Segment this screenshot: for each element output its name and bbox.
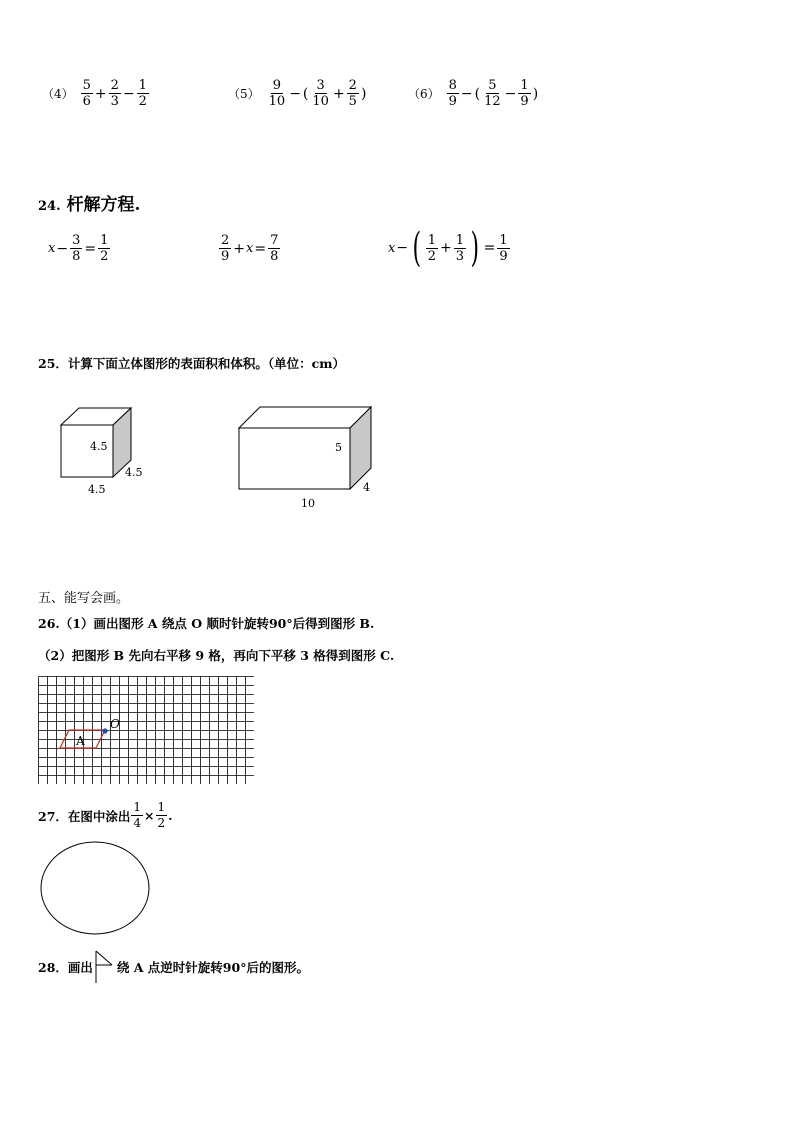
equation-3 (388, 225, 511, 271)
fraction (70, 233, 82, 264)
numerator: 1 (133, 800, 142, 814)
question-number: 24. (38, 199, 61, 214)
cube-side-label: 4.5 (125, 466, 143, 479)
numerator: 7 (270, 233, 279, 248)
box-top-face (239, 407, 371, 428)
fraction (482, 78, 503, 109)
operator: − (460, 85, 473, 102)
right-paren: ) (470, 225, 480, 271)
section-5-heading: 五、能写会画。 (38, 591, 130, 606)
denominator: 2 (157, 816, 166, 830)
problem-label: （4） (42, 87, 74, 101)
numerator: 3 (72, 233, 81, 248)
denominator: 10 (268, 94, 286, 109)
left-paren: ( (412, 225, 422, 271)
numerator: 9 (272, 78, 282, 93)
numerator: 1 (499, 232, 508, 248)
equals-sign: = (483, 240, 496, 256)
shape-a-label: A (76, 734, 85, 748)
fraction (98, 233, 110, 264)
problem-label: （6） (408, 87, 440, 101)
question-27 (38, 800, 173, 831)
operator: − (289, 85, 301, 102)
numerator: 5 (488, 78, 497, 93)
triangle-figure-icon (94, 950, 116, 984)
fraction (219, 233, 231, 264)
box-figure (230, 400, 390, 515)
box-front-face (239, 428, 350, 489)
problem-6 (408, 78, 539, 109)
denominator: 5 (348, 94, 357, 109)
question-title: 杆解方程. (66, 195, 141, 215)
problem-4 (42, 78, 150, 109)
denominator: 3 (455, 248, 464, 264)
equation-1 (48, 233, 111, 264)
grid-figure (38, 676, 254, 784)
left-paren: ( (302, 85, 309, 102)
fraction (310, 78, 331, 109)
denominator: 2 (427, 248, 436, 264)
numerator: 1 (455, 232, 464, 248)
question-25-text: 25．计算下面立体图形的表面积和体积。（单位：cm） (38, 356, 345, 371)
box-depth-label: 4 (363, 481, 370, 494)
fraction (268, 233, 280, 264)
fraction (497, 233, 509, 264)
equals-sign: = (84, 240, 97, 257)
denominator: 2 (100, 249, 109, 264)
denominator: 8 (270, 249, 279, 264)
fraction (347, 78, 359, 109)
numerator: 1 (157, 800, 166, 814)
variable-x: x (48, 241, 56, 256)
cube-bottom-label: 4.5 (88, 483, 106, 496)
cube-front-label: 4.5 (90, 440, 108, 453)
right-paren: ) (360, 85, 367, 102)
denominator: 8 (72, 249, 81, 264)
cube-figure (50, 400, 150, 500)
variable-x: x (246, 241, 254, 256)
fraction (131, 800, 143, 831)
operator: − (122, 85, 135, 102)
point-o-marker (102, 728, 107, 733)
question-28-suffix: 绕 A 点逆时针旋转90°后的图形。 (116, 960, 309, 975)
fraction (426, 233, 438, 264)
numerator: 8 (448, 78, 457, 93)
fraction (518, 78, 530, 109)
fraction (137, 78, 149, 109)
denominator: 2 (138, 94, 147, 109)
right-paren: ) (532, 85, 539, 102)
equation-2 (218, 233, 281, 264)
fraction (156, 800, 168, 831)
question-26-line-2: （2）把图形 B 先向右平移 9 格，再向下平移 3 格得到图形 C. (38, 648, 395, 663)
denominator: 9 (221, 249, 230, 264)
times-sign: × (144, 808, 155, 823)
denominator: 4 (133, 816, 142, 830)
denominator: 9 (448, 94, 457, 109)
point-o-label: O (110, 717, 120, 731)
box-length-label: 10 (301, 497, 315, 510)
denominator: 9 (520, 94, 529, 109)
operator: + (332, 85, 345, 102)
numerator: 2 (110, 78, 119, 93)
operator: + (233, 240, 246, 257)
numerator: 2 (221, 233, 230, 248)
problem-label: （5） (228, 87, 260, 101)
numerator: 3 (316, 78, 325, 93)
operator: − (504, 85, 517, 102)
numerator: 5 (82, 78, 91, 93)
numerator: 1 (427, 232, 436, 248)
operator: − (396, 240, 409, 256)
numerator: 2 (348, 78, 357, 93)
operator: + (439, 240, 452, 256)
question-27-suffix: . (168, 808, 173, 823)
fraction (109, 78, 121, 109)
circle-shape (41, 842, 149, 934)
circle-figure (38, 838, 154, 938)
operator: + (94, 85, 107, 102)
question-28-prefix: 28．画出 (38, 960, 93, 975)
numerator: 1 (138, 78, 147, 93)
fraction (447, 78, 459, 109)
question-26-line-1: 26.（1）画出图形 A 绕点 O 顺时针旋转90°后得到图形 B. (38, 616, 375, 631)
operator: − (56, 240, 69, 257)
variable-x: x (388, 240, 396, 256)
question-24-heading (38, 190, 140, 215)
denominator: 10 (312, 94, 329, 109)
box-height-label: 5 (335, 441, 342, 454)
denominator: 9 (499, 248, 508, 264)
equals-sign: = (254, 240, 267, 257)
denominator: 6 (82, 94, 91, 109)
fraction (454, 233, 466, 264)
denominator: 3 (110, 94, 119, 109)
numerator: 1 (100, 233, 109, 248)
fraction (81, 78, 93, 109)
question-28 (38, 950, 309, 984)
left-paren: ( (474, 85, 481, 102)
denominator: 12 (484, 94, 501, 109)
problem-5 (228, 78, 367, 109)
numerator: 1 (520, 78, 529, 93)
fraction (267, 78, 288, 109)
question-27-prefix: 27．在图中涂出 (38, 808, 131, 824)
